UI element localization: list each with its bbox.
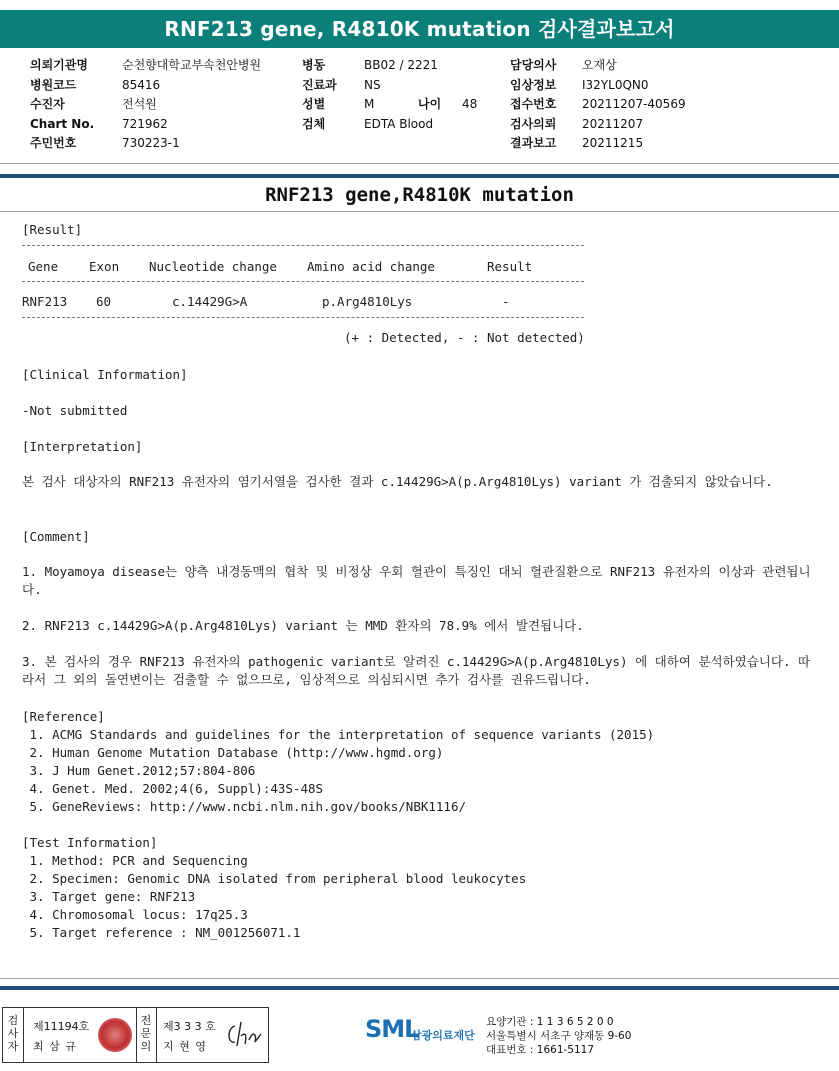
field-value: I32YL0QN0 [582,77,649,92]
field-value: 전석원 [122,97,157,111]
ward-info-column [302,56,477,134]
info-row [30,76,261,96]
inspector-license: 제11194호 [33,1020,90,1033]
specialist-license: 제3 3 3 호 [163,1020,216,1033]
field-value: 순천향대학교부속천안병원 [122,58,262,72]
specialist-name: 지 현 영 [163,1040,207,1053]
field-label: 결과보고 [510,136,557,150]
comment-item: 2. RNF213 c.14429G>A(p.Arg4810Lys) variant 는 MMD 환자의 78.9% 에서 발견됩니다. [22,618,584,633]
box-divider [136,1008,137,1062]
org-logo: SML [365,1015,419,1043]
comment-item: 3. 본 검사의 경우 RNF213 유전자의 pathogenic variant로 알려진 c.14429G>A(p.Arg4810Lys) 에 대하여 분석하였습니다. 따라서 그 외의 돌연변이는 검출할 수 없으므로, 임상적으로 의심되시면 추가 검사를 권유드립니다. [22,654,811,687]
org-phone: 대표번호 : 1661-5117 [486,1044,595,1056]
test-info-item: 2. Specimen: Genomic DNA isolated from peripheral blood leukocytes [22,871,527,886]
field-label: 병동 [302,58,326,72]
box-divider [23,1008,24,1062]
inspector-label: 검사자 [7,1014,19,1053]
result-legend: (+ : Detected, - : Not detected) [344,330,585,345]
reference-item: 3. J Hum Genet.2012;57:804-806 [22,763,256,778]
field-value: NS [364,77,381,92]
field-label: 성별 [302,97,326,111]
info-row [30,95,261,115]
info-row [510,95,686,115]
clinical-heading: [Clinical Information] [22,367,188,382]
info-row [30,56,261,76]
test-info-item: 1. Method: PCR and Sequencing [22,853,248,868]
divider [0,978,839,979]
info-row [510,115,686,135]
field-label: 검체 [302,116,326,131]
divider [0,174,839,178]
table-rule [22,317,584,318]
field-label: 진료과 [302,77,337,92]
field-label: 병원코드 [30,77,77,92]
patient-info-column [30,56,261,154]
divider [0,211,839,212]
divider [0,986,839,990]
table-cell: 60 [96,294,112,309]
info-row [302,56,477,76]
field-value: 730223-1 [122,136,180,150]
doctor-info-column [510,56,686,154]
info-row [510,134,686,154]
table-cell: c.14429G>A [172,294,248,309]
interpretation-text: 본 검사 대상자의 RNF213 유전자의 염기서열을 검사한 결과 c.14429G>A(p.Arg4810Lys) variant 가 검출되지 않았습니다. [22,474,773,489]
reference-item: 5. GeneReviews: http://www.ncbi.nlm.nih.gov/books/NBK1116/ [22,799,467,814]
column-header: Exon [89,259,120,274]
reference-item: 2. Human Genome Mutation Database (http://www.hgmd.org) [22,745,444,760]
comment-heading: [Comment] [22,529,90,544]
field-label: 주민번호 [30,136,77,150]
test-info-item: 3. Target gene: RNF213 [22,889,196,904]
field-label: 수진자 [30,97,65,111]
table-cell: - [502,294,510,309]
specialist-label: 전문의 [140,1014,152,1053]
signature-box [2,1007,269,1063]
column-header: Gene [28,259,59,274]
table-rule [22,245,584,246]
field-label: 검사의뢰 [510,116,557,131]
comment-item: 1. Moyamoya disease는 양측 내경동맥의 협착 및 비정상 우회 혈관이 특징인 대뇌 혈관질환으로 RNF213 유전자의 이상과 관련됩니다. [22,564,811,597]
field-label: Chart No. [30,116,95,131]
age-value: 48 [462,97,478,111]
table-cell: RNF213 [22,294,68,309]
column-header: Amino acid change [307,259,435,274]
field-value: 오재상 [582,58,617,72]
inspector-name: 최 삼 규 [33,1040,77,1053]
reference-heading: [Reference] [22,709,105,724]
age-label: 나이 [418,97,442,111]
field-value: 20211215 [582,136,644,150]
signature-icon [225,1020,263,1050]
field-value: EDTA Blood [364,116,434,131]
field-value: BB02 / 2221 [364,58,438,72]
section-title: RNF213 gene,R4810K mutation [265,184,574,206]
divider [0,163,839,164]
test-info-item: 4. Chromosomal locus: 17q25.3 [22,907,248,922]
info-row [30,134,261,154]
org-info [486,1015,631,1057]
info-row [302,76,477,96]
field-label: 임상정보 [510,77,557,92]
test-info-heading: [Test Information] [22,835,158,850]
seal-stamp-icon [98,1018,132,1052]
column-header: Result [487,259,533,274]
reference-item: 1. ACMG Standards and guidelines for the interpretation of sequence variants (2015) [22,727,655,742]
field-value: 20211207 [582,116,644,131]
report-title-banner: RNF213 gene, R4810K mutation 검사결과보고서 [0,10,839,48]
org-code: 요양기관 : 1 1 3 6 5 2 0 0 [486,1016,614,1028]
table-cell: p.Arg4810Lys [322,294,413,309]
field-value: 20211207-40569 [582,97,686,111]
field-value: 85416 [122,77,161,92]
result-heading: [Result] [22,222,83,237]
org-address: 서울특별시 서초구 양재동 9-60 [486,1030,632,1042]
info-row [510,76,686,96]
reference-item: 4. Genet. Med. 2002;4(6, Suppl):43S-48S [22,781,324,796]
field-value: 721962 [122,116,168,131]
org-name: 삼광의료재단 [411,1029,475,1042]
test-info-item: 5. Target reference : NM_001256071.1 [22,925,301,940]
info-row [302,95,477,115]
column-header: Nucleotide change [149,259,277,274]
field-value: M [364,97,375,111]
info-row [30,115,261,135]
table-rule [22,281,584,282]
clinical-text: -Not submitted [22,403,128,418]
field-label: 의뢰기관명 [30,58,88,72]
interpretation-heading: [Interpretation] [22,439,143,454]
field-label: 접수번호 [510,97,557,111]
box-divider [156,1008,157,1062]
info-row [302,115,477,135]
field-label: 담당의사 [510,58,557,72]
info-row [510,56,686,76]
